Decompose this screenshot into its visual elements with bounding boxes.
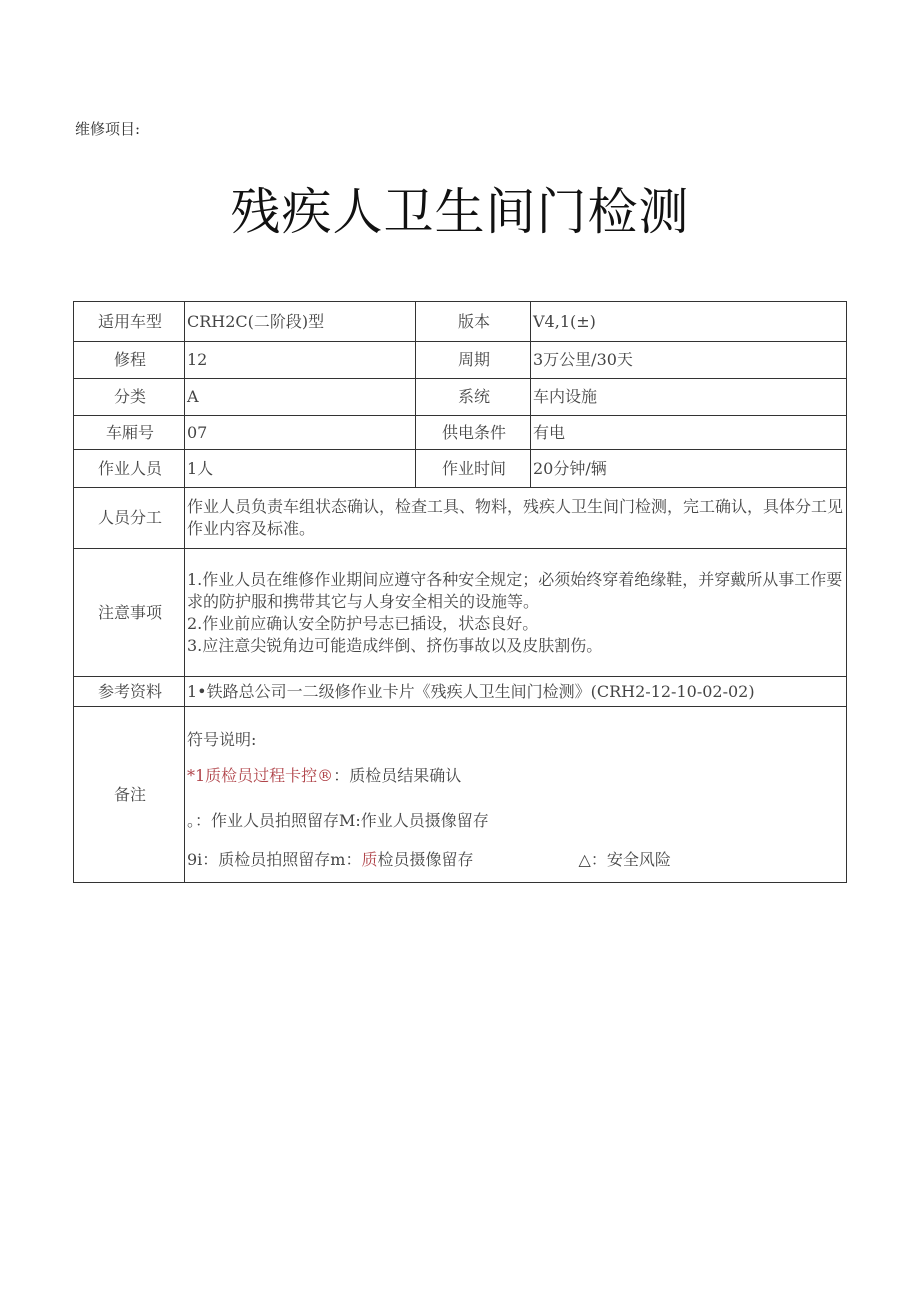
table-row bbox=[74, 549, 847, 677]
cycle-value: 3万公里/30天 bbox=[531, 342, 847, 379]
vehicle-type-value: CRH2C(二阶段)型 bbox=[185, 302, 416, 342]
legend-red-mark: 质 bbox=[361, 850, 378, 869]
category-label: 分类 bbox=[74, 379, 185, 416]
legend-line: 。：作业人员拍照留存M:作业人员摄像留存 bbox=[187, 811, 489, 830]
legend-red-mark: *1质检员过程卡控® bbox=[187, 766, 334, 785]
legend-line bbox=[187, 757, 846, 795]
legend-title: 符号说明: bbox=[187, 730, 257, 749]
car-number-label: 车厢号 bbox=[74, 416, 185, 450]
repair-level-value: 12 bbox=[185, 342, 416, 379]
table-row bbox=[74, 416, 847, 450]
table-row bbox=[74, 302, 847, 342]
workers-value: 1人 bbox=[185, 450, 416, 488]
legend-text: ：质检员结果确认 bbox=[333, 766, 462, 785]
power-condition-label: 供电条件 bbox=[416, 416, 531, 450]
legend-text: 检员摄像留存 bbox=[377, 850, 474, 869]
table-row bbox=[74, 488, 847, 549]
table-row bbox=[74, 707, 847, 883]
remarks-label: 备注 bbox=[74, 707, 185, 883]
table-row bbox=[74, 450, 847, 488]
work-time-value: 20分钟/辆 bbox=[531, 450, 847, 488]
work-card-table bbox=[73, 301, 847, 883]
division-text: 作业人员负责车组状态确认，检查工具、物料，残疾人卫生间门检测，完工确认，具体分工见作业内容及标准。 bbox=[185, 488, 847, 549]
table-row bbox=[74, 379, 847, 416]
precautions-list bbox=[185, 549, 847, 677]
precaution-item: 2.作业前应确认安全防护号志已插设，状态良好。 bbox=[187, 613, 539, 633]
cycle-label: 周期 bbox=[416, 342, 531, 379]
precaution-item: 1.作业人员在维修作业期间应遵守各种安全规定；必须始终穿着绝缘鞋，并穿戴所从事工作要求的防护服和携带其它与人身安全相关的设施等。 bbox=[187, 569, 843, 611]
safety-risk-legend: △：安全风险 bbox=[578, 850, 671, 869]
table-row bbox=[74, 677, 847, 707]
system-label: 系统 bbox=[416, 379, 531, 416]
legend-text: 9i：质检员拍照留存m： bbox=[187, 850, 362, 869]
precautions-label: 注意事项 bbox=[74, 549, 185, 677]
reference-text: 1•铁路总公司一二级修作业卡片《残疾人卫生间门检测》(CRH2-12-10-02-02) bbox=[185, 677, 847, 707]
workers-label: 作业人员 bbox=[74, 450, 185, 488]
system-value: 车内设施 bbox=[531, 379, 847, 416]
version-label: 版本 bbox=[416, 302, 531, 342]
project-label: 维修项目: bbox=[75, 120, 141, 138]
document-title: 残疾人卫生间门检测 bbox=[230, 183, 690, 241]
work-time-label: 作业时间 bbox=[416, 450, 531, 488]
vehicle-type-label: 适用车型 bbox=[74, 302, 185, 342]
car-number-value: 07 bbox=[185, 416, 416, 450]
remarks-content bbox=[185, 707, 847, 883]
repair-level-label: 修程 bbox=[74, 342, 185, 379]
precaution-item: 3.应注意尖锐角边可能造成绊倒、挤伤事故以及皮肤割伤。 bbox=[187, 635, 603, 655]
legend-line bbox=[187, 841, 846, 879]
category-value: A bbox=[185, 379, 416, 416]
power-condition-value: 有电 bbox=[531, 416, 847, 450]
division-label: 人员分工 bbox=[74, 488, 185, 549]
reference-label: 参考资料 bbox=[74, 677, 185, 707]
table-row bbox=[74, 342, 847, 379]
version-value: V4,1(±) bbox=[531, 302, 847, 342]
